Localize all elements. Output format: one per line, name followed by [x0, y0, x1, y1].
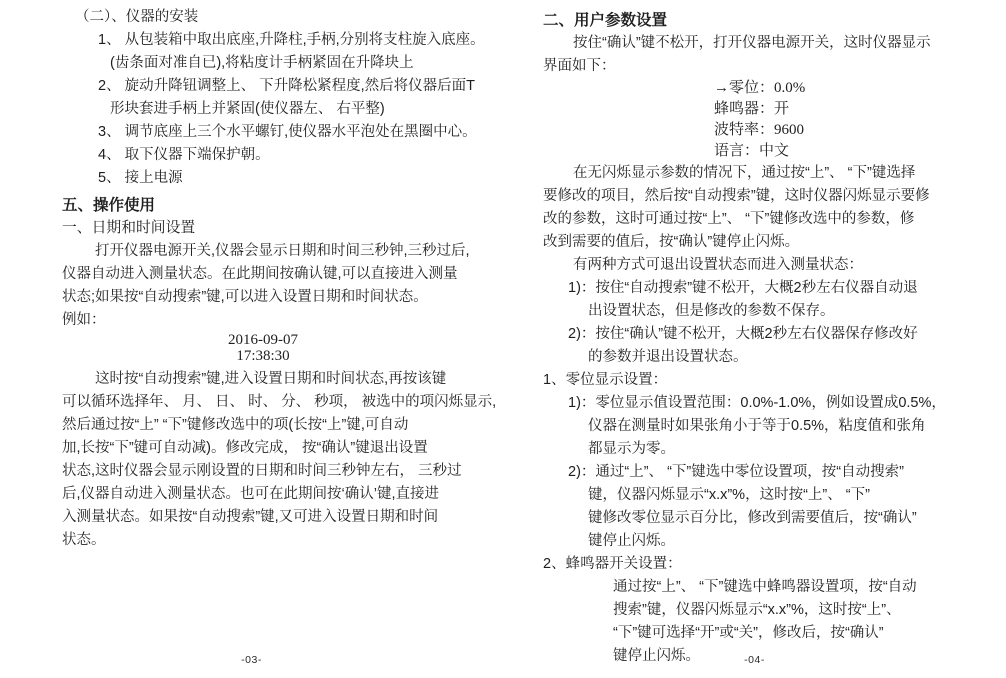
section-heading-user-params: 二、用户参数设置: [543, 12, 668, 29]
text-line: 例如：: [62, 312, 106, 328]
text-line: (齿条面对准自已),将粘度计手柄紧固在升降块上: [110, 55, 414, 71]
subsection-buzzer-switch: 2、蜂鸣器开关设置：: [543, 556, 682, 572]
text-line: “下”键可选择“开”或“关”，修改后，按“确认”: [613, 625, 884, 641]
text-line: 3、 调节底座上三个水平螺钉,使仪器水平泡处在黑圈中心。: [98, 124, 477, 140]
text-line: 然后通过按“上” “下”键修改选中的项(长按“上”键,可自动: [62, 417, 409, 433]
example-date: 2016-09-07: [228, 332, 298, 348]
text-line: 状态。: [62, 532, 106, 548]
text-line: 键停止闪烁。: [613, 648, 700, 664]
text-line: 可以循环选择年、 月、 日、 时、 分、 秒项， 被选中的项闪烁显示,: [62, 394, 497, 410]
text-line: 键，仪器闪烁显示“x.x”%，这时按“上”、 “下”: [588, 487, 870, 503]
page-04: [503, 0, 1006, 678]
display-line-baudrate: 波特率：9600: [714, 122, 805, 138]
text-line: 仪器自动进入测量状态。在此期间按确认键,可以直接进入测量: [62, 266, 458, 282]
text-line: 打开仪器电源开关,仪器会显示日期和时间三秒钟,三秒过后,: [95, 243, 470, 259]
text-line: 状态,这时仪器会显示刚设置的日期和时间三秒钟左右， 三秒过: [62, 463, 462, 479]
subsection-zero-display: 1、零位显示设置：: [543, 372, 668, 388]
text-line: 搜索”键，仪器闪烁显示“x.x”%，这时按“上”、: [613, 602, 901, 618]
example-time: 17:38:30: [236, 348, 290, 364]
text-line: 有两种方式可退出设置状态而进入测量状态：: [573, 257, 863, 273]
text-line: 都显示为零。: [588, 441, 675, 457]
text-line: 要修改的项目，然后按“自动搜索”键，这时仪器闪烁显示要修: [543, 188, 930, 204]
text-line: 键停止闪烁。: [588, 533, 675, 549]
text-line: 界面如下：: [543, 58, 616, 74]
text-line: 1)：按住“自动搜索”键不松开，大概2秒左右仪器自动退: [568, 280, 918, 296]
page-03-number: -03-: [241, 654, 262, 666]
display-line-buzzer: 蜂鸣器：开: [714, 101, 790, 117]
text-line: 2)：按住“确认”键不松开，大概2秒左右仪器保存修改好: [568, 326, 918, 342]
text-line: 形块套进手柄上并紧固(使仪器左、 右平整): [110, 101, 385, 117]
section-heading-installation: （二）、仪器的安装: [75, 9, 199, 25]
text-line: 2)：通过“上”、 “下”键选中零位设置项，按“自动搜索”: [568, 464, 904, 480]
text-line: 4、 取下仪器下端保护朝。: [98, 147, 270, 163]
chapter-heading-operation: 五、操作使用: [62, 197, 156, 214]
text-line: 按住“确认”键不松开，打开仪器电源开关，这时仪器显示: [573, 35, 931, 51]
text-line: 2、 旋动升降钮调整上、 下升降松紧程度,然后将仪器后面T: [98, 78, 476, 94]
text-line: 的参数并退出设置状态。: [588, 349, 748, 365]
display-line-zero: →零位：0.0%: [714, 80, 806, 96]
text-line: 这时按“自动搜索”键,进入设置日期和时间状态,再按该键: [95, 371, 447, 387]
text-line: 在无闪烁显示参数的情况下，通过按“上”、 “下”键选择: [573, 165, 916, 181]
text-line: 改的参数，这时可通过按“上”、 “下”键修改选中的参数，修: [543, 211, 915, 227]
text-line: 入测量状态。如果按“自动搜索”键,又可进入设置日期和时间: [62, 509, 439, 525]
text-line: 状态;如果按“自动搜索”键,可以进入设置日期和时间状态。: [62, 289, 428, 305]
page-04-number: -04-: [744, 654, 765, 666]
text-line: 仪器在测量时如果张角小于等于0.5%，粘度值和张角: [588, 418, 926, 434]
text-line: 通过按“上”、 “下”键选中蜂鸣器设置项，按“自动: [613, 579, 917, 595]
text-line: 键修改零位显示百分比，修改到需要值后，按“确认”: [588, 510, 917, 526]
page-03-text-column: [62, 6, 497, 552]
section-heading-datetime: 一、日期和时间设置: [62, 220, 196, 236]
text-line: 5、 接上电源: [98, 170, 183, 186]
text-line: 后,仪器自动进入测量状态。也可在此期间按‘确认’键,直接进: [62, 486, 439, 502]
text-line: 1)：零位显示值设置范围：0.0%-1.0%，例如设置成0.5%，: [568, 395, 946, 411]
text-line: 1、 从包装箱中取出底座,升降柱,手柄,分别将支柱旋入底座。: [98, 32, 485, 48]
text-line: 加,长按“下”键可自动减)。修改完成， 按“确认”键退出设置: [62, 440, 428, 456]
text-line: 改到需要的值后，按“确认”键停止闪烁。: [543, 234, 800, 250]
display-line-language: 语言：中文: [714, 143, 790, 159]
page-04-text-column: [543, 5, 969, 668]
text-line: 出设置状态，但是修改的参数不保存。: [588, 303, 835, 319]
